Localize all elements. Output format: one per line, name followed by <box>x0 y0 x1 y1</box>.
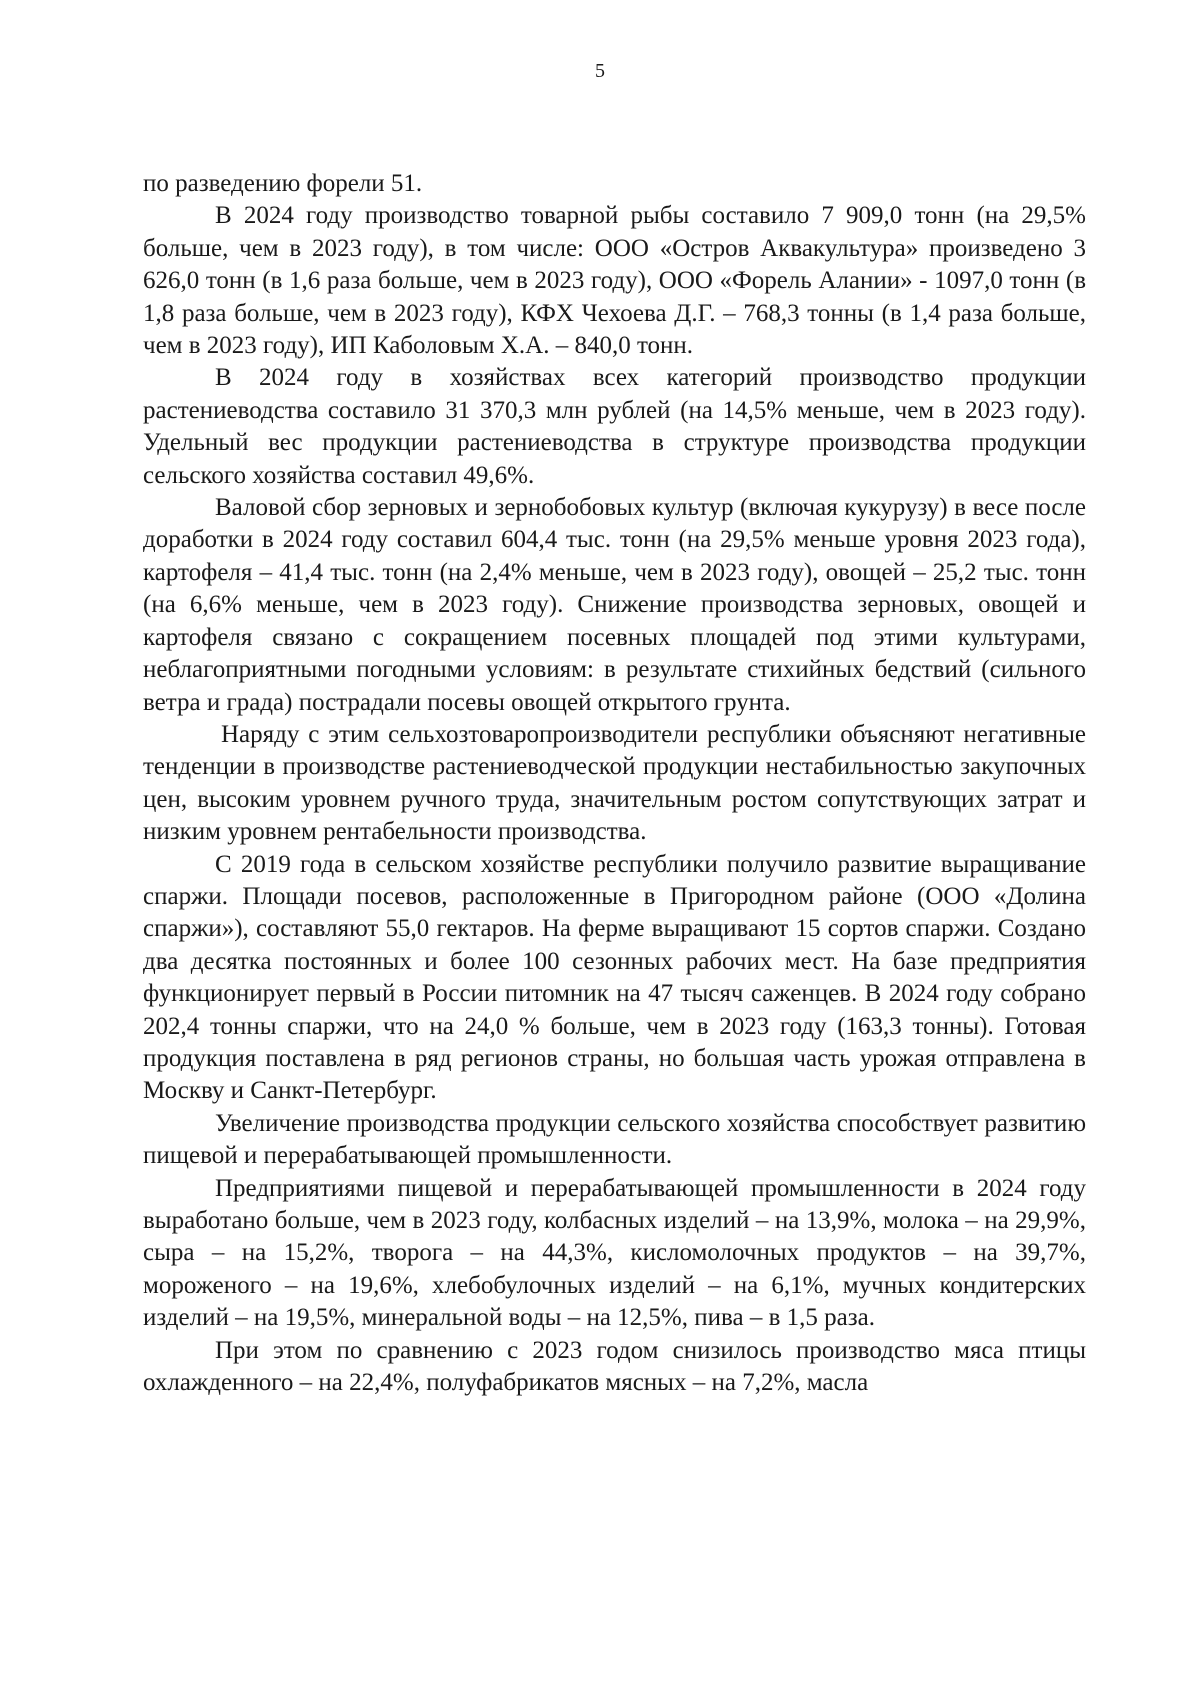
document-body <box>143 168 1086 1399</box>
paragraph-food-output-increase: Предприятиями пищевой и перерабатывающей промышленности в 2024 году выработано больше, чем в 2023 году, колбасных изделий – на 13,9%, молока – на 29,9%, сыра – на 15,2%, творога – на 44,3%, кисломолочных продуктов – на 39,7%, мороженого – на 19,6%, хлебобулочных изделий – на 6,1%, мучных кондитерских изделий – на 19,5%, минеральной воды – на 12,5%, пива – в 1,5 раза. <box>143 1174 1086 1332</box>
paragraph-food-industry-growth: Увеличение производства продукции сельского хозяйства способствует развитию пищевой и перерабатывающей промышленности. <box>143 1109 1086 1170</box>
paragraph-asparagus: С 2019 года в сельском хозяйстве республики получило развитие выращивание спаржи. Площади посевов, расположенные в Пригородном районе (ООО «Долина спаржи»), составляют 55,0 гектаров. На ферме выращивают 15 сортов спаржи. Создано два десятка постоянных и более 100 сезонных рабочих мест. На базе предприятия функционирует первый в России питомник на 47 тысяч саженцев. В 2024 году собрано 202,4 тонны спаржи, что на 24,0 % больше, чем в 2023 году (163,3 тонны). Готовая продукция поставлена в ряд регионов страны, но большая часть урожая отправлена в Москву и Санкт-Петербург. <box>143 850 1086 1105</box>
paragraph-negative-trends: Наряду с этим сельхозтоваропроизводители республики объясняют негативные тенденции в производстве растениеводческой продукции нестабильностью закупочных цен, высоким уровнем ручного труда, значительным ростом сопутствующих затрат и низким уровнем рентабельности производства. <box>143 720 1086 846</box>
paragraph-continuation: по разведению форели 51. <box>143 170 423 197</box>
paragraph-fish-production: В 2024 году производство товарной рыбы составило 7 909,0 тонн (на 29,5% больше, чем в 2023 году), в том числе: ООО «Остров Аквакультура» произведено 3 626,0 тонн (в 1,6 раза больше, чем в 2023 году), ООО «Форель Алании» - 1097,0 тонн (в 1,8 раза больше, чем в 2023 году), КФХ Чехоева Д.Г. – 768,3 тонны (в 1,4 раза больше, чем в 2023 году), ИП Каболовым Х.А. – 840,0 тонн. <box>143 202 1086 360</box>
page-number: 5 <box>595 60 605 82</box>
paragraph-crop-production: В 2024 году в хозяйствах всех категорий производство продукции растениеводства составило 31 370,3 млн рублей (на 14,5% меньше, чем в 2023 году). Удельный вес продукции растениеводства в структуре производства продукции сельского хозяйства составил 49,6%. <box>143 364 1086 489</box>
paragraph-grain-harvest: Валовой сбор зерновых и зернобобовых культур (включая кукурузу) в весе после доработки в 2024 году составил 604,4 тыс. тонн (на 29,5% меньше уровня 2023 года), картофеля – 41,4 тыс. тонн (на 2,4% меньше, чем в 2023 году), овощей – 25,2 тыс. тонн (на 6,6% меньше, чем в 2023 году). Снижение производства зерновых, овощей и картофеля связано с сокращением посевных площадей под этими культурами, неблагоприятными погодными условиям: в результате стихийных бедствий (сильного ветра и града) пострадали посевы овощей открытого грунта. <box>143 494 1086 716</box>
paragraph-production-decline: При этом по сравнению с 2023 годом снизилось производство мяса птицы охлажденного – на 22,4%, полуфабрикатов мясных – на 7,2%, масла <box>143 1336 1086 1397</box>
